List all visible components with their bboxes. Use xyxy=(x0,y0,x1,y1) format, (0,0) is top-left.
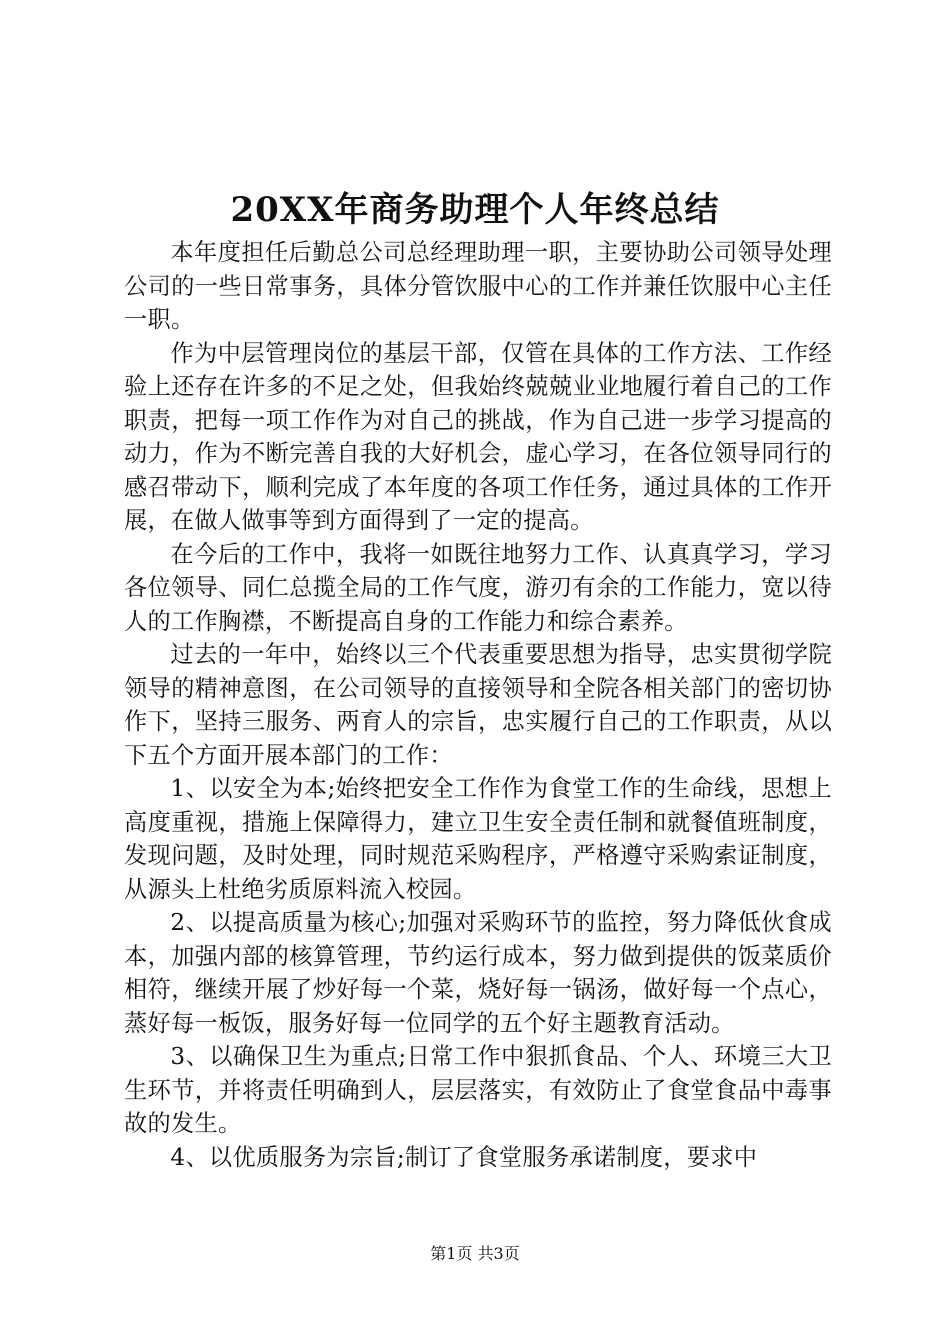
paragraph: 3、以确保卫生为重点;日常工作中狠抓食品、个人、环境三大卫生环节，并将责任明确到人，层层落实，有效防止了食堂食品中毒事故的发生。 xyxy=(124,1043,832,1137)
document-body xyxy=(124,236,832,1174)
paragraph: 2、以提高质量为核心;加强对采购环节的监控，努力降低伙食成本，加强内部的核算管理，节约运行成本，努力做到提供的饭菜质价相符，继续开展了炒好每一个菜，烧好每一锅汤，做好每一个点心，蒸好每一板饭，服务好每一位同学的五个好主题教育活动。 xyxy=(124,909,832,1037)
paragraph: 4、以优质服务为宗旨;制订了食堂服务承诺制度，要求中 xyxy=(170,1143,758,1171)
page-footer: 第1页 共3页 xyxy=(430,1244,520,1263)
paragraph: 作为中层管理岗位的基层干部，仅管在具体的工作方法、工作经验上还存在许多的不足之处，但我始终兢兢业业地履行着自己的工作职责，把每一项工作作为对自己的挑战，作为自己进一步学习提高的动力，作为不断完善自我的大好机会，虚心学习，在各位领导同行的感召带动下，顺利完成了本年度的各项工作任务，通过具体的工作开展，在做人做事等到方面得到了一定的提高。 xyxy=(124,339,832,534)
paragraph: 过去的一年中，始终以三个代表重要思想为指导，忠实贯彻学院领导的精神意图，在公司领导的直接领导和全院各相关部门的密切协作下，坚持三服务、两育人的宗旨，忠实履行自己的工作职责，从以下五个方面开展本部门的工作： xyxy=(124,641,832,769)
paragraph: 本年度担任后勤总公司总经理助理一职，主要协助公司领导处理公司的一些日常事务，具体分管饮服中心的工作并兼任饮服中心主任一职。 xyxy=(124,239,832,333)
paragraph: 在今后的工作中，我将一如既往地努力工作、认真真学习，学习各位领导、同仁总揽全局的工作气度，游刃有余的工作能力，宽以待人的工作胸襟，不断提高自身的工作能力和综合素养。 xyxy=(124,540,832,635)
paragraph: 1、以安全为本;始终把安全工作作为食堂工作的生命线，思想上高度重视，措施上保障得力，建立卫生安全责任制和就餐值班制度，发现问题，及时处理，同时规范采购程序，严格遵守采购索证制度，从源头上杜绝劣质原料流入校园。 xyxy=(124,775,832,903)
document-title: 20XX年商务助理个人年终总结 xyxy=(230,190,720,230)
